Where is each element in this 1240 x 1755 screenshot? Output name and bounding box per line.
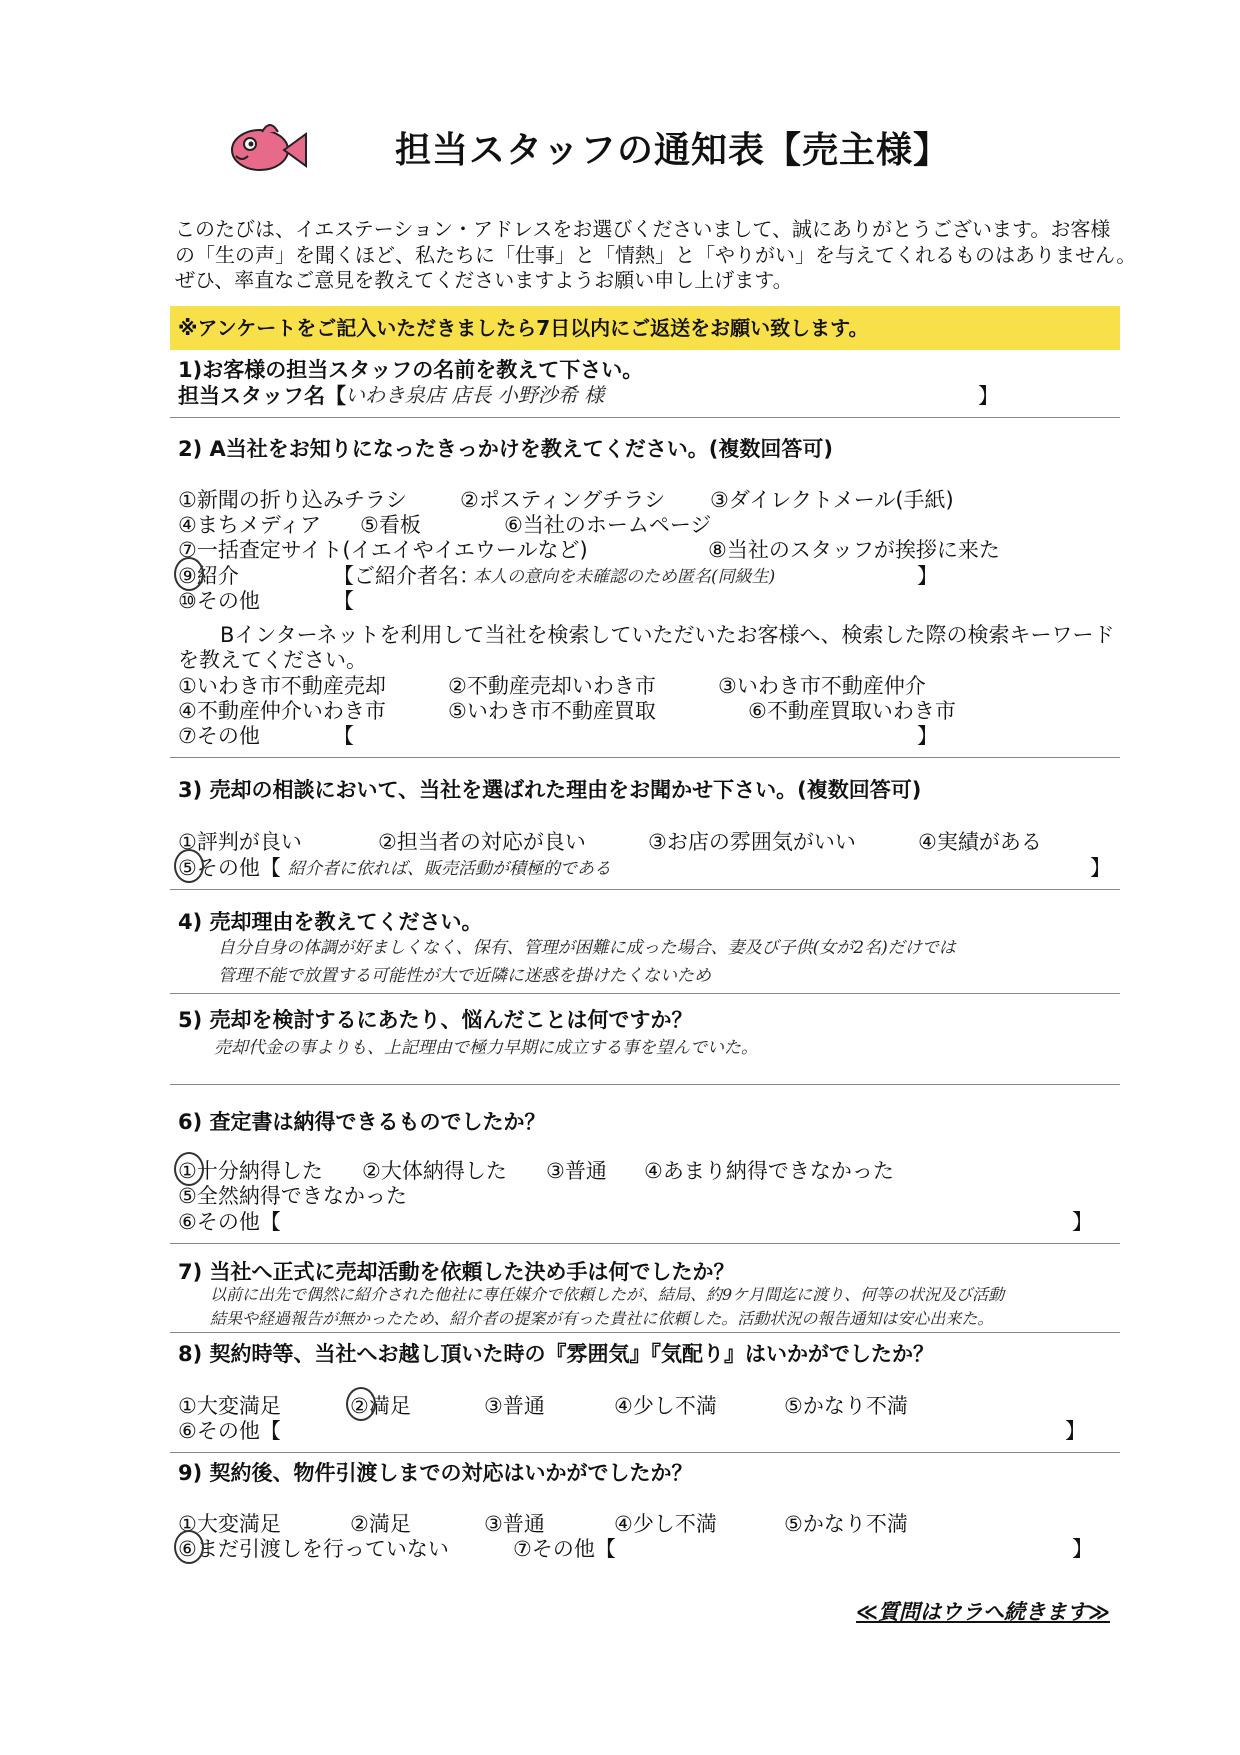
q2-option-6[interactable]: ⑥当社のホームページ <box>504 513 712 537</box>
q2-option-10[interactable]: ⑩その他 <box>178 589 260 613</box>
q2b-option-4[interactable]: ④不動産仲介いわき市 <box>178 699 386 723</box>
q7-answer-line-2[interactable]: 結果や経過報告が無かったため、紹介者の提案が有った貴社に依頼した。活動状況の報告通知は安心出来た。 <box>210 1309 994 1328</box>
q5-answer-line-1[interactable]: 売却代金の事よりも、上記理由で極力早期に成立する事を望んでいた。 <box>214 1038 758 1058</box>
q7-question: 7) 当社へ正式に売却活動を依頼した決め手は何でしたか？ <box>178 1260 735 1284</box>
q5-question: 5) 売却を検討するにあたり、悩んだことは何ですか？ <box>178 1008 693 1032</box>
page-title: 担当スタッフの通知表【売主様】 <box>395 130 951 171</box>
q9-option-3[interactable]: ③普通 <box>484 1512 545 1536</box>
q2-option-8[interactable]: ⑧当社のスタッフが挨拶に来た <box>708 538 1000 562</box>
q2-option-5[interactable]: ⑤看板 <box>360 513 421 537</box>
q9-other-label: ⑦その他【 <box>513 1537 616 1561</box>
q2-option-9[interactable]: ⑨紹介 <box>178 564 239 588</box>
q8-option-4[interactable]: ④少し不満 <box>614 1394 717 1418</box>
q9-option-5[interactable]: ⑤かなり不満 <box>784 1512 908 1536</box>
divider <box>170 417 1120 418</box>
q8-option-5[interactable]: ⑤かなり不満 <box>784 1394 908 1418</box>
q3-option-4[interactable]: ④実績がある <box>918 830 1042 854</box>
divider <box>170 1332 1120 1333</box>
q2-referral-label: 【ご紹介者名： <box>333 564 480 588</box>
q6-other-label: ⑥その他【 <box>178 1210 281 1234</box>
q6-option-2[interactable]: ②大体納得した <box>362 1159 507 1183</box>
selected-circle-mark <box>346 1387 376 1421</box>
divider <box>170 889 1120 890</box>
q9-option-6[interactable]: ⑥まだ引渡しを行っていない <box>178 1537 449 1561</box>
q2b-option-7[interactable]: ⑦その他 <box>178 724 260 748</box>
q8-other-label: ⑥その他【 <box>178 1419 281 1443</box>
q8-option-1[interactable]: ①大変満足 <box>178 1394 281 1418</box>
selected-circle-mark <box>174 1530 204 1564</box>
q1-staff-label: 担当スタッフ名【 <box>178 384 346 408</box>
divider <box>170 993 1120 994</box>
q2b-option-6[interactable]: ⑥不動産買取いわき市 <box>748 699 956 723</box>
q2b-option-1[interactable]: ①いわき市不動産売却 <box>178 674 386 698</box>
q2b-option-3[interactable]: ③いわき市不動産仲介 <box>718 674 926 698</box>
continue-on-back-note: ≪質問はウラへ続きます≫ <box>856 1600 1110 1624</box>
q2b-question-1: Bインターネットを利用して当社を検索していただいたお客様へ、検索した際の検索キーワード <box>220 623 1115 647</box>
q2-referral-close: 】 <box>917 564 938 588</box>
divider <box>170 1084 1120 1085</box>
q2b-question-2: を教えてください。 <box>178 648 367 672</box>
divider <box>170 1243 1120 1244</box>
q4-answer-line-2[interactable]: 管理不能で放置する可能性が大で近隣に迷惑を掛けたくないため <box>218 966 711 986</box>
q6-option-4[interactable]: ④あまり納得できなかった <box>644 1159 894 1183</box>
q4-answer-line-1[interactable]: 自分自身の体調が好ましくなく、保有、管理が困難に成った場合、妻及び子供(女が2名)だけでは <box>218 938 956 958</box>
q8-bracket-close: 】 <box>1065 1419 1086 1443</box>
q6-question: 6) 査定書は納得できるものでしたか？ <box>178 1110 546 1134</box>
q9-option-1[interactable]: ①大変満足 <box>178 1512 281 1536</box>
q2-option-1[interactable]: ①新聞の折り込みチラシ <box>178 488 407 512</box>
q8-question: 8) 契約時等、当社へお越し頂いた時の『雰囲気』『気配り』はいかがでしたか？ <box>178 1342 935 1366</box>
q6-option-5[interactable]: ⑤全然納得できなかった <box>178 1184 407 1208</box>
q4-question: 4) 売却理由を教えてください。 <box>178 910 483 934</box>
q2-option-3[interactable]: ③ダイレクトメール(手紙) <box>710 488 954 512</box>
q3-option-3[interactable]: ③お店の雰囲気がいい <box>648 830 856 854</box>
return-notice-banner: ※アンケートをご記入いただきましたら7日以内にご返送をお願い致します。 <box>170 306 1120 350</box>
q2-option-7[interactable]: ⑦一括査定サイト(イエイやイエウールなど) <box>178 538 588 562</box>
q2b-other-open: 【 <box>333 724 354 748</box>
q9-option-2[interactable]: ②満足 <box>350 1512 411 1536</box>
q9-bracket-close: 】 <box>1072 1537 1093 1561</box>
q9-question: 9) 契約後、物件引渡しまでの対応はいかがでしたか？ <box>178 1461 693 1485</box>
intro-line-1: このたびは、イエステーション・アドレスをお選びくださいまして、誠にありがとうございます。お客様 <box>175 217 1111 241</box>
q2b-option-2[interactable]: ②不動産売却いわき市 <box>448 674 656 698</box>
q3-other-answer[interactable]: 紹介者に依れば、販売活動が積極的である <box>288 859 611 879</box>
q3-bracket-close: 】 <box>1090 856 1111 880</box>
q1-question: 1)お客様の担当スタッフの名前を教えて下さい。 <box>178 358 644 382</box>
q3-option-1[interactable]: ①評判が良い <box>178 830 302 854</box>
q7-answer-line-1[interactable]: 以前に出先で偶然に紹介された他社に専任媒介で依頼したが、結局、約9ケ月間迄に渡り、何等の状況及び活動 <box>210 1285 1005 1304</box>
q2-referral-answer[interactable]: 本人の意向を未確認のため匿名(同級生) <box>473 567 776 587</box>
divider <box>170 1452 1120 1453</box>
q2b-other-close: 】 <box>917 724 938 748</box>
divider <box>170 757 1120 758</box>
fish-mascot-icon <box>222 112 312 182</box>
q1-staff-answer[interactable]: いわき泉店 店長 小野沙希 様 <box>345 383 605 407</box>
q2-option-4[interactable]: ④まちメディア <box>178 513 322 537</box>
q8-option-2[interactable]: ②満足 <box>350 1394 411 1418</box>
q3-option-2[interactable]: ②担当者の対応が良い <box>378 830 586 854</box>
intro-line-2: の「生の声」を聞くほど、私たちに「仕事」と「情熱」と「やりがい」を与えてくれるものはありません。 <box>175 243 1137 267</box>
q2b-option-5[interactable]: ⑤いわき市不動産買取 <box>448 699 656 723</box>
q8-option-3[interactable]: ③普通 <box>484 1394 545 1418</box>
q6-option-3[interactable]: ③普通 <box>546 1159 607 1183</box>
q2-question: 2) A当社をお知りになったきっかけを教えてください。(複数回答可) <box>178 437 833 461</box>
intro-line-3: ぜひ、率直なご意見を教えてくださいますようお願い申し上げます。 <box>175 268 793 292</box>
selected-circle-mark <box>174 849 204 883</box>
q9-option-4[interactable]: ④少し不満 <box>614 1512 717 1536</box>
q2-option-2[interactable]: ②ポスティングチラシ <box>460 488 666 512</box>
q1-bracket-close: 】 <box>978 384 999 408</box>
q6-bracket-close: 】 <box>1072 1210 1093 1234</box>
q3-question: 3) 売却の相談において、当社を選ばれた理由をお聞かせ下さい。(複数回答可) <box>178 778 922 802</box>
q2-other-open: 【 <box>333 589 354 613</box>
q6-option-1[interactable]: ①十分納得した <box>178 1159 323 1183</box>
q3-other-label: ⑤その他【 <box>178 856 281 880</box>
